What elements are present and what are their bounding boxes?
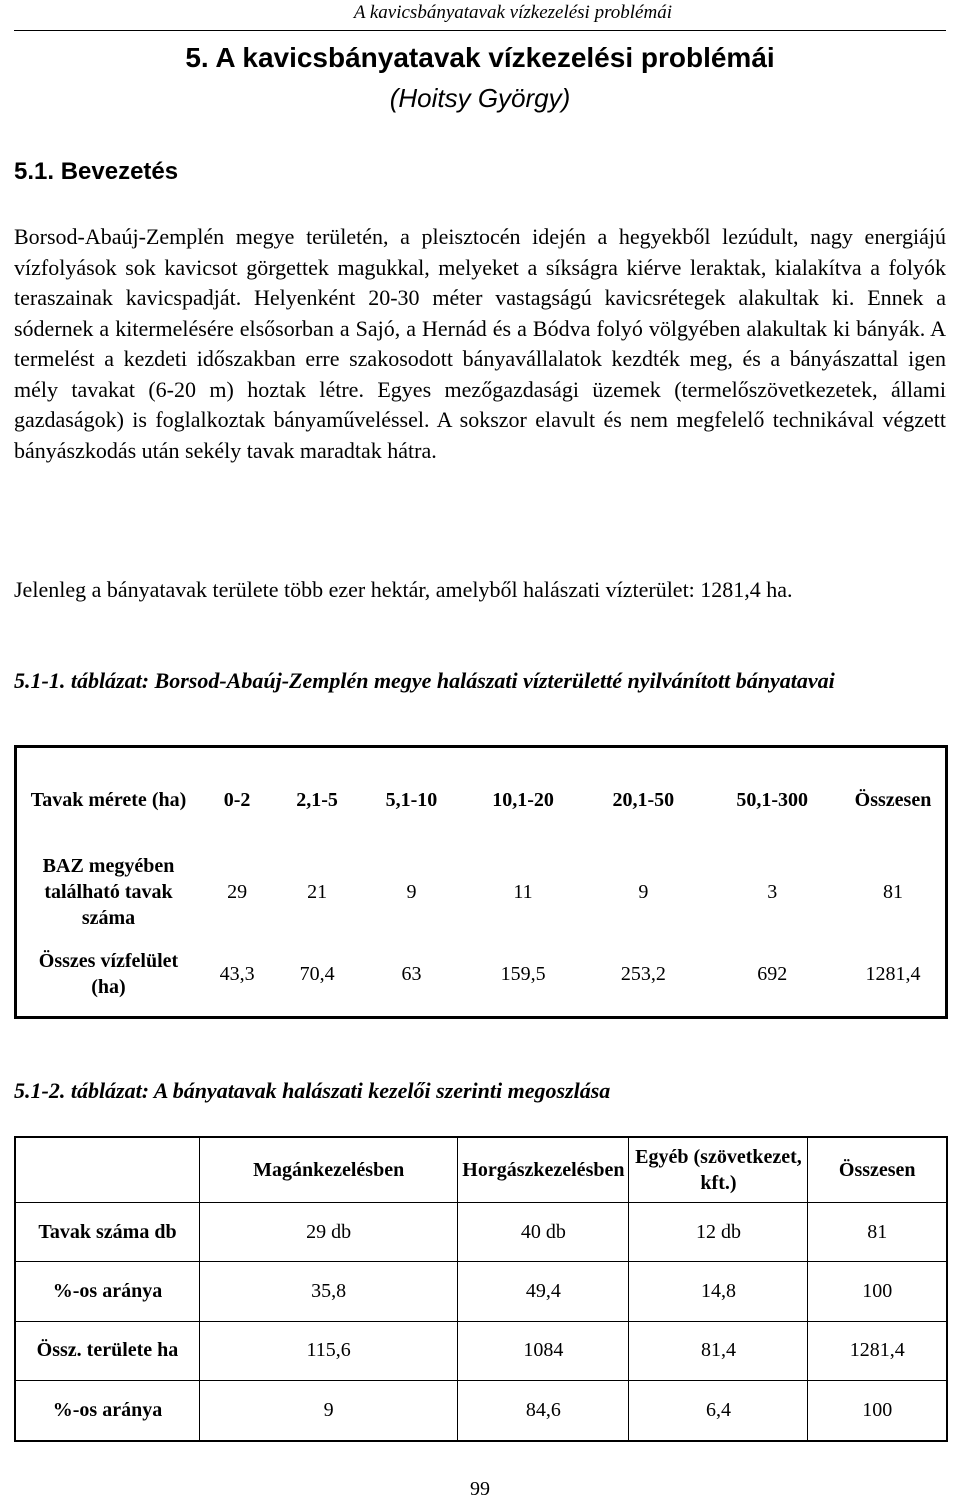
- table-cell: 253,2: [620, 962, 666, 985]
- manager-distribution-table: [14, 1136, 948, 1442]
- table-header-cell: Horgászkezelésben: [458, 1137, 629, 1203]
- table-cell: 3: [767, 880, 778, 903]
- table-cell: 1281,4: [808, 1321, 947, 1380]
- table-cell: 100: [808, 1262, 947, 1321]
- table-cell: 40 db: [458, 1203, 629, 1262]
- table-cell: 9: [200, 1380, 458, 1441]
- table-row-label: Tavak mérete (ha): [30, 789, 187, 811]
- table-cell: 43,3: [219, 962, 255, 985]
- table-cell: 29 db: [200, 1203, 458, 1262]
- table-cell: 21: [307, 880, 328, 903]
- table-row: [16, 932, 947, 1018]
- table1-caption: 5.1-1. táblázat: Borsod-Abaúj-Zemplén megye halászati vízterületté nyilvánított bányatavai: [14, 668, 835, 693]
- table-header-cell: 2,1-5: [296, 788, 338, 811]
- table-row-label: BAZ megyében található tavak száma: [42, 855, 175, 929]
- table-header-cell: 20,1-50: [612, 788, 675, 811]
- table-cell: 6,4: [629, 1380, 808, 1441]
- table-cell: 9: [406, 880, 417, 903]
- table-row-label: %-os aránya: [15, 1380, 200, 1441]
- table-cell: 81: [808, 1203, 947, 1262]
- table-header-row: [16, 747, 947, 853]
- table-row-label: Össz. területe ha: [15, 1321, 200, 1380]
- table-header-cell: 10,1-20: [492, 788, 554, 811]
- table-header-cell: 50,1-300: [736, 788, 809, 811]
- table-header-cell: Egyéb (szövetkezet, kft.): [629, 1137, 808, 1203]
- table-header-row: [15, 1137, 947, 1203]
- table-header-cell: 5,1-10: [385, 788, 438, 811]
- table-row: [15, 1203, 947, 1262]
- table-cell: 1084: [458, 1321, 629, 1380]
- table-cell: 49,4: [458, 1262, 629, 1321]
- section-title: 5.1. Bevezetés: [14, 158, 179, 185]
- table-cell: 1281,4: [865, 962, 921, 985]
- area-paragraph: Jelenleg a bányatavak területe több ezer hektár, amelyből halászati vízterület: 1281,4 ha.: [14, 577, 793, 602]
- chapter-title-text: 5. A kavicsbányatavak vízkezelési problémái: [185, 42, 775, 73]
- table-header-cell: Összesen: [808, 1137, 947, 1203]
- chapter-author: (Hoitsy György): [389, 83, 571, 113]
- table-row: [15, 1262, 947, 1321]
- table-cell: 692: [757, 962, 788, 985]
- table-row-label: Tavak száma db: [15, 1203, 200, 1262]
- table-cell: 35,8: [200, 1262, 458, 1321]
- table-header-cell: Összesen: [854, 788, 932, 811]
- table-cell: 115,6: [200, 1321, 458, 1380]
- table-row-label: Összes vízfelület (ha): [38, 950, 179, 998]
- table-cell: 159,5: [500, 962, 546, 985]
- table-cell: 84,6: [458, 1380, 629, 1441]
- page-number: 99: [470, 1478, 490, 1500]
- table-cell: 11: [513, 880, 533, 903]
- table-row: [16, 852, 947, 932]
- lake-size-table: [14, 745, 948, 1019]
- table-cell: 12 db: [629, 1203, 808, 1262]
- table-cell: 70,4: [299, 962, 335, 985]
- table2-caption: 5.1-2. táblázat: A bányatavak halászati kezelői szerinti megoszlása: [14, 1078, 611, 1103]
- table-row: [15, 1321, 947, 1380]
- table-header-cell: 0-2: [223, 788, 251, 811]
- running-header: A kavicsbányatavak vízkezelési problémái: [353, 2, 672, 23]
- table-cell: 81,4: [629, 1321, 808, 1380]
- chapter-title: [0, 42, 960, 74]
- table-cell: 14,8: [629, 1262, 808, 1321]
- table-cell: 100: [808, 1380, 947, 1441]
- intro-paragraph: Borsod-Abaúj-Zemplén megye területén, a pleisztocén idején a hegyekből lezúdult, nagy energiájú vízfolyások sok kavicsot görgettek magukkal, melyeket a síkságra kiérve leraktak, kialakítva a folyók teraszainak kavicspadját. Helyenként 20-30 méter vastagságú kavicsrétegek alakultak ki. Ennek a sódernek a kitermelésére elsősorban a Sajó, a Hernád és a Bódva folyó völgyében alakultak ki bányák. A termelést a kezdeti időszakban erre szakosodott bányavállalatok kezdték meg, és a bányászattal igen mély tavakat (6-20 m) hoztak létre. Egyes mezőgazdasági üzemek (termelőszövetkezetek, állami gazdaságok) is foglalkoztak bányaműveléssel. A sokszor elavult és nem megfelelő technikával végzett bányászkodás után sekély tavak maradtak hátra.: [14, 224, 946, 463]
- table-cell: 81: [883, 880, 903, 903]
- header-rule: [14, 30, 946, 31]
- table-cell: 9: [638, 880, 649, 903]
- table-row-label: %-os aránya: [15, 1262, 200, 1321]
- table-cell: 29: [227, 880, 248, 903]
- table-cell: 63: [401, 962, 422, 985]
- table-header-cell: Magánkezelésben: [200, 1137, 458, 1203]
- table-header-cell: [15, 1137, 200, 1203]
- table-row: [15, 1380, 947, 1441]
